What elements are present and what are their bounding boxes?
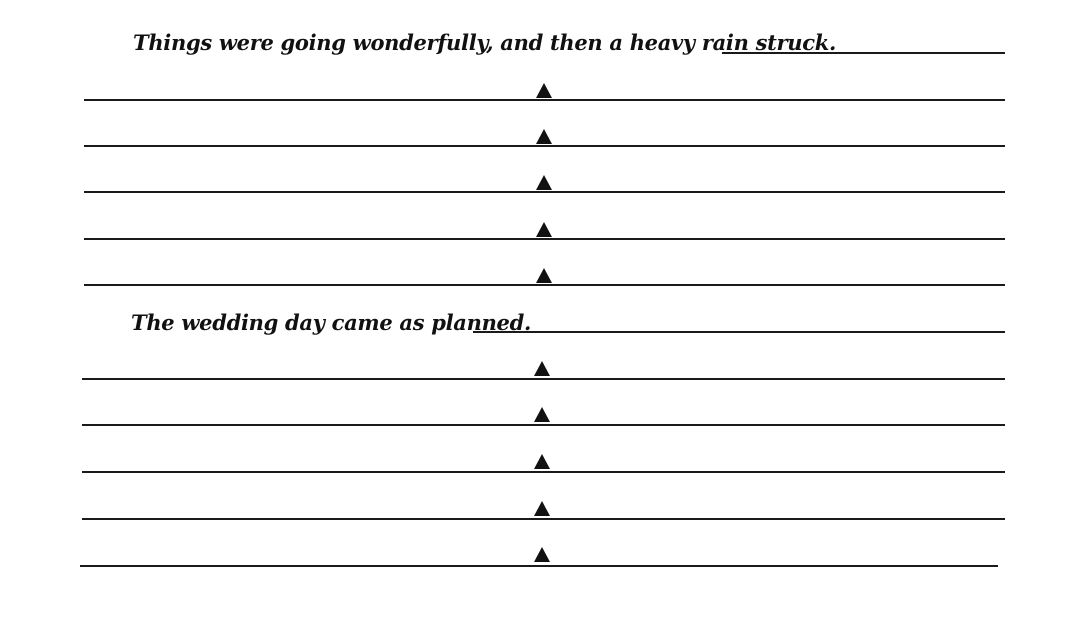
up-triangle-icon	[536, 268, 552, 283]
up-triangle-icon	[536, 83, 552, 98]
section-2-prompt: The wedding day came as planned.	[131, 310, 532, 335]
section-1-writing-line-3[interactable]	[84, 191, 1005, 193]
section-2-writing-line-3[interactable]	[82, 471, 1005, 473]
section-2-writing-line-1[interactable]	[82, 378, 1005, 380]
section-1-writing-line-1[interactable]	[84, 99, 1005, 101]
section-1-writing-line-2[interactable]	[84, 145, 1005, 147]
section-1-writing-line-4[interactable]	[84, 238, 1005, 240]
up-triangle-icon	[534, 454, 550, 469]
section-2-writing-line-4[interactable]	[82, 518, 1005, 520]
up-triangle-icon	[534, 407, 550, 422]
section-2-writing-line-2[interactable]	[82, 424, 1005, 426]
section-2-answer-line[interactable]	[473, 331, 1005, 333]
up-triangle-icon	[536, 222, 552, 237]
section-2-writing-line-5[interactable]	[80, 565, 998, 567]
up-triangle-icon	[534, 501, 550, 516]
up-triangle-icon	[536, 129, 552, 144]
section-1-writing-line-5[interactable]	[84, 284, 1005, 286]
up-triangle-icon	[534, 361, 550, 376]
up-triangle-icon	[536, 175, 552, 190]
up-triangle-icon	[534, 547, 550, 562]
section-1-prompt: Things were going wonderfully, and then a heavy rain struck.	[133, 30, 836, 55]
section-1-answer-line[interactable]	[722, 52, 1005, 54]
